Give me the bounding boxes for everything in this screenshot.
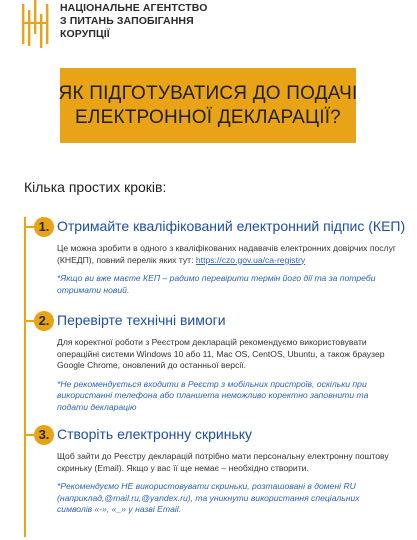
step-title: Отримайте кваліфікований електронний підпис (КЕП) bbox=[57, 218, 406, 234]
ca-registry-link[interactable]: https://czo.gov.ua/ca-registry bbox=[195, 254, 306, 265]
step-body bbox=[57, 451, 397, 516]
step-number-badge: 2. bbox=[34, 311, 54, 331]
step-note: *Рекомендуємо НЕ використовувати скриньки, розташовані в домені RU (наприклад,@mail.ru,@yandex.ru), та уникнути використання спеціальних символів «-», «_» у назві Email. bbox=[57, 481, 360, 514]
step-text: Для коректної роботи з Реєстром декларацій рекомендуємо використовувати операційні системи Windows 10 або 11, Mac OS, CentOS, Ubuntu, а також браузер Google Chrome, оновлений до останньої версії. bbox=[57, 337, 385, 370]
nazk-logo-icon bbox=[22, 0, 52, 48]
title-banner bbox=[60, 68, 356, 143]
connector-line bbox=[24, 226, 34, 228]
step-note: *Якщо ви вже маєте КЕП – радимо перевірити термін його дії та за потреби отримати новий. bbox=[57, 273, 376, 295]
step-2 bbox=[24, 311, 404, 420]
banner-title-line: ЯК ПІДГОТУВАТИСЯ ДО ПОДАЧІ bbox=[58, 82, 358, 104]
step-number-badge: 1. bbox=[34, 217, 54, 237]
agency-name-line: КОРУПЦІЇ bbox=[60, 28, 110, 40]
intro-text: Кілька простих кроків: bbox=[24, 179, 167, 195]
connector-line bbox=[24, 434, 34, 436]
agency-name-line: З ПИТАНЬ ЗАПОБІГАННЯ bbox=[60, 15, 194, 27]
agency-name bbox=[60, 2, 208, 41]
step-body bbox=[57, 337, 397, 413]
banner-title-line: ЕЛЕКТРОННОЇ ДЕКЛАРАЦІЇ? bbox=[75, 106, 341, 128]
step-header bbox=[24, 217, 404, 239]
step-1 bbox=[24, 217, 404, 303]
step-number-badge: 3. bbox=[34, 425, 54, 445]
step-3 bbox=[24, 425, 404, 523]
step-title: Створіть електронну скриньку bbox=[57, 426, 253, 442]
step-text: Це можна зробити в одного з кваліфікованих надавачів електронних довірчих послуг (КНЕДП), повний перелік яких тут: bbox=[57, 243, 397, 265]
step-header bbox=[24, 311, 404, 333]
connector-line bbox=[24, 320, 34, 322]
step-header bbox=[24, 425, 404, 447]
step-note: *Не рекомендується входити в Реєстр з мобільних пристроїв, оскільки при використанні телефона або планшета неможливо коректно заповнити та подати декларацію bbox=[57, 378, 369, 412]
header bbox=[22, 0, 282, 48]
step-text: Щоб зайти до Реєстру декларацій потрібно мати персональну електронну поштову скриньку (Email). Якщо у вас її ще немає – необхідно створити. bbox=[57, 451, 389, 473]
agency-name-line: НАЦІОНАЛЬНЕ АГЕНТСТВО bbox=[60, 2, 208, 14]
step-body bbox=[57, 243, 397, 296]
step-title: Перевірте технічні вимоги bbox=[57, 312, 226, 328]
